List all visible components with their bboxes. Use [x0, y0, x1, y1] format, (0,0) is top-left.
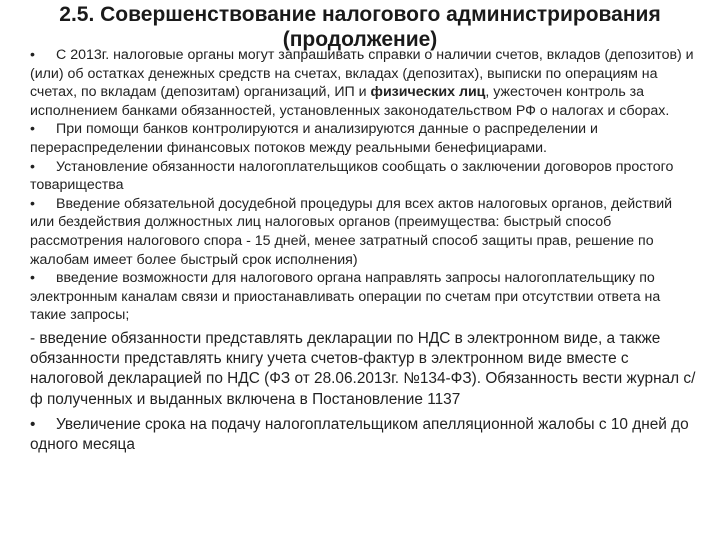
bullet-icon: • [30, 47, 35, 63]
bullet-item-electronic-requests [30, 269, 700, 325]
bullet-item-bank-inquiries [30, 46, 700, 120]
bullet-icon: • [30, 121, 35, 138]
item-text: Увеличение срока на подачу налогоплательщиком апелляционной жалобы с 10 дней до одного месяца [30, 415, 689, 453]
bullet-icon: • [30, 195, 35, 212]
bullet-icon: • [30, 158, 35, 175]
item-text: Установление обязанности налогоплательщиков сообщать о заключении договоров простого товарищества [30, 158, 674, 194]
bullet-item-appeal-term [30, 415, 700, 455]
bullet-item-partnership [30, 158, 700, 195]
bullet-item-pretrial-procedure [30, 195, 700, 269]
slide-title: 2.5. Совершенствование налогового администрирования (продолжение) [59, 3, 661, 51]
slide-body [30, 46, 700, 455]
item-bold-text: физических лиц [370, 84, 486, 101]
item-text: С 2013г. налоговые органы могут запрашивать справки о наличии счетов, вкладов (депозитов) и (или) об остатках денежных средств на счетах, вкладах (депозитах), выписки по операциям на счетах, по вкладам (депозитам) организаций, ИП и [30, 47, 694, 101]
bullet-item-bank-control [30, 120, 700, 157]
bullet-icon: • [30, 270, 35, 287]
item-text: При помощи банков контролируются и анализируются данные о распределении и перераспределении финансовых потоков между реальными бенефициарами. [30, 121, 598, 156]
dash-item-vat-electronic: - введение обязанности представлять декларации по НДС в электронном виде, а также обязанности представлять книгу учета счетов-фактур в электронном виде вместе с налоговой декларацией по НДС (ФЗ от 28.06.2013г. №134-ФЗ). Обязанность вести журнал с/ф полученных и выданных включена в Постановление 1137 [30, 329, 696, 408]
bullet-icon: • [30, 415, 36, 433]
item-text: , ужесточен контроль за исполнением банками обязанностей, установленных законодательством РФ о налогах и сборах. [30, 84, 670, 119]
item-text: Введение обязательной досудебной процедуры для всех актов налоговых органов, действий или бездействия должностных лиц налоговых органов (преимущества: быстрый способ рассмотрения налогового спора - 15 дней, менее затратный способ защиты прав, решение по жалобам имеет более быстрый срок исполнения) [30, 195, 673, 268]
item-text: введение возможности для налогового органа направлять запросы налогоплательщику по электронным каналам связи и приостанавливать операции по счетам при отсутствии ответа на такие запросы; [30, 270, 661, 324]
